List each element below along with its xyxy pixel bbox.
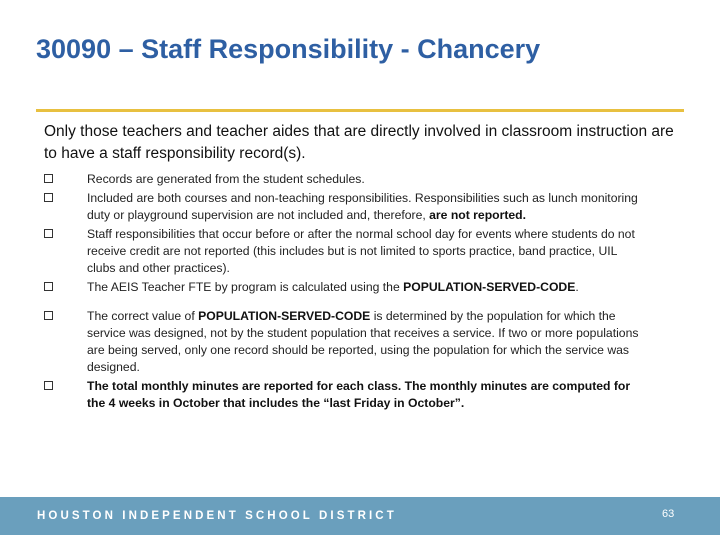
checkbox-bullet-icon: [44, 381, 53, 390]
bullet-text: Included are both courses and non-teaching responsibilities. Responsibilities such as lunch monitoring duty or playground supervision are not included and, therefore,: [87, 191, 638, 222]
bullet-text: Records are generated from the student schedules.: [87, 172, 365, 186]
bullet-bold-text: POPULATION-SERVED-CODE: [403, 280, 576, 294]
list-item: [44, 378, 644, 412]
bullet-text: The correct value of: [87, 309, 199, 323]
bullet-text-end: .: [575, 280, 579, 294]
title-underline: [36, 109, 684, 112]
page-number: 63: [662, 508, 675, 520]
checkbox-bullet-icon: [44, 282, 53, 291]
list-item: [44, 226, 644, 277]
bullet-bold-text: The total monthly minutes are reported for each class. The monthly minutes are computed for the 4 weeks in October that includes the “last Friday in October”.: [87, 379, 631, 410]
slide-title: 30090 – Staff Responsibility - Chancery: [36, 34, 541, 64]
intro-paragraph: Only those teachers and teacher aides that are directly involved in classroom instruction are to have a staff responsibility record(s).: [44, 123, 674, 162]
bullet-bold-text: are not reported.: [429, 208, 526, 222]
list-item: [44, 279, 644, 296]
checkbox-bullet-icon: [44, 229, 53, 238]
footer-bar: [0, 497, 720, 535]
checkbox-bullet-icon: [44, 174, 53, 183]
checkbox-bullet-icon: [44, 193, 53, 202]
list-item: [44, 190, 644, 224]
footer-organization: HOUSTON INDEPENDENT SCHOOL DISTRICT: [37, 510, 397, 522]
list-item: [44, 308, 644, 376]
list-item: [44, 171, 644, 188]
bullet-bold-text: POPULATION-SERVED-CODE: [198, 309, 371, 323]
bullet-text: The AEIS Teacher FTE by program is calculated using the: [87, 280, 404, 294]
bullet-text-end: is determined by the population for which the service was designed, not by the student population that receives a service. If two or more populations are being served, only one record should be reported, using the population for which the service was designed.: [87, 309, 639, 374]
bullet-text: Staff responsibilities that occur before or after the normal school day for events where students do not receive credit are not reported (this includes but is not limited to sports practice, band practice, UIL clubs and other practices).: [87, 227, 635, 275]
checkbox-bullet-icon: [44, 311, 53, 320]
bullet-list: [44, 171, 644, 414]
